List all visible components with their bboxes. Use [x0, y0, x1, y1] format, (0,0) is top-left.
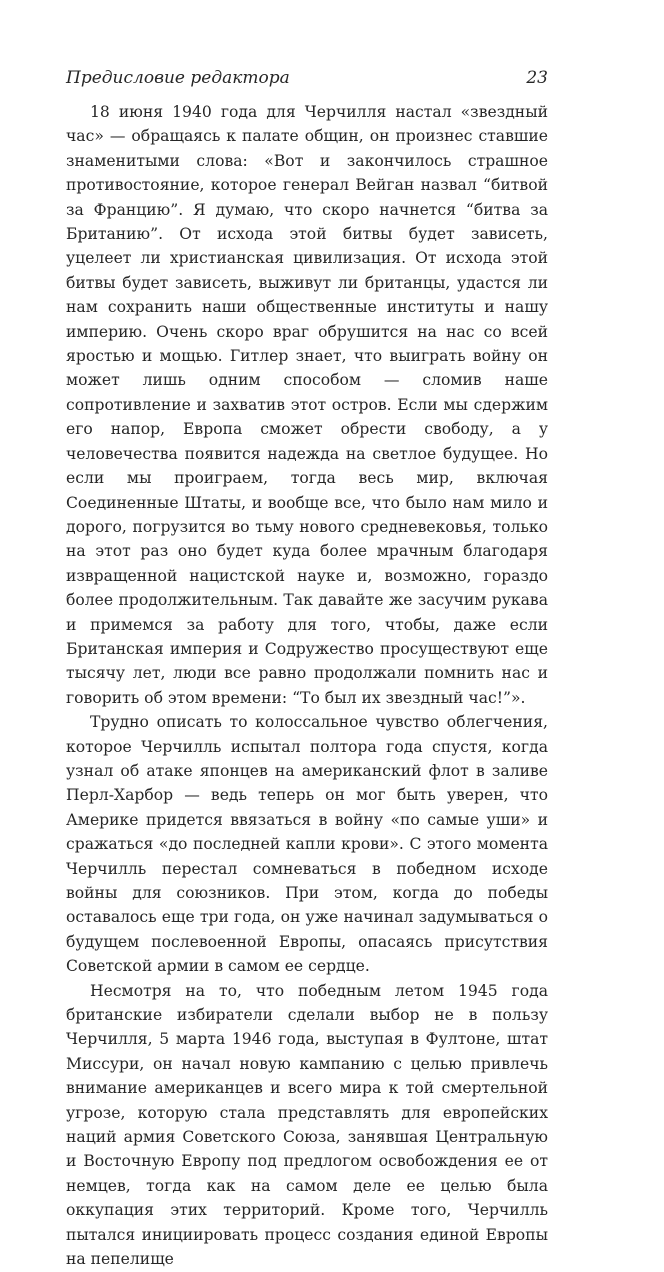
paragraph: Несмотря на то, что победным летом 1945 года британские избиратели сделали выбор не в пользу Черчилля, 5 марта 1946 года, выступая в Фултоне, штат Миссури, он начал новую кампанию с целью привлечь внимание американцев и всего мира к той смертельной угрозе, которую стала представлять для европейских наций армия Советского Союза, занявшая Центральную и Восточную Европу под предлогом освобождения ее от немцев, тогда как на самом деле ее целью была оккупация этих территорий. Кроме того, Черчилль пытался инициировать процесс создания единой Европы на пепелище — [66, 981, 548, 1269]
paragraph: Трудно описать то колоссальное чувство облегчения, которое Черчилль испытал полтора года спустя, когда узнал об атаке японцев на американский флот в заливе Перл-Харбор — ведь теперь он мог быть уверен, что Америке придется ввязаться в войну «по самые уши» и сражаться «до последней капли крови». С этого момента Черчилль перестал сомневаться в победном исходе войны для союзников. При этом, когда до победы оставалось еще три года, он уже начинал задумываться о будущем послевоенной Европы, опасаясь присутствия Советской армии в самом ее сердце. — [66, 713, 548, 976]
paragraph: 18 июня 1940 года для Черчилля настал «звездный час» — обращаясь к палате общин, он произнес ставшие знаменитыми слова: «Вот и закончилось страшное противостояние, которое генерал Вейган назвал “битвой за Францию”. Я думаю, что скоро начнется “битва за Британию”. От исхода этой битвы будет зависеть, уцелеет ли христианская цивилизация. От исхода этой битвы будет зависеть, выживут ли британцы, удастся ли нам сохранить наши общественные институты и нашу империю. Очень скоро враг обрушится на нас со всей яростью и мощью. Гитлер знает, что выиграть войну он может лишь одним способом — сломив наше сопротивление и захватив этот остров. Если мы сдержим его напор, Европа сможет обрести свободу, а у человечества появится надежда на светлое будущее. Но если мы проиграем, тогда весь мир, включая Соединенные Штаты, и вообще все, что было нам мило и дорого, погрузится во тьму нового средневековья, только на этот раз оно будет куда более мрачным благодаря извращенной нацистской науке и, возможно, гораздо более продолжительным. Так давайте же засучим рукава и примемся за работу для того, чтобы, даже если Британская империя и Содружество просуществуют еще тысячу лет, люди все равно продолжали помнить нас и говорить об этом времени: “То был их звездный час!”». — [66, 103, 548, 707]
page-number: 23 — [526, 68, 548, 88]
body-text — [66, 100, 548, 1272]
running-header — [66, 62, 548, 92]
chapter-title: Предисловие редактора — [66, 68, 290, 88]
